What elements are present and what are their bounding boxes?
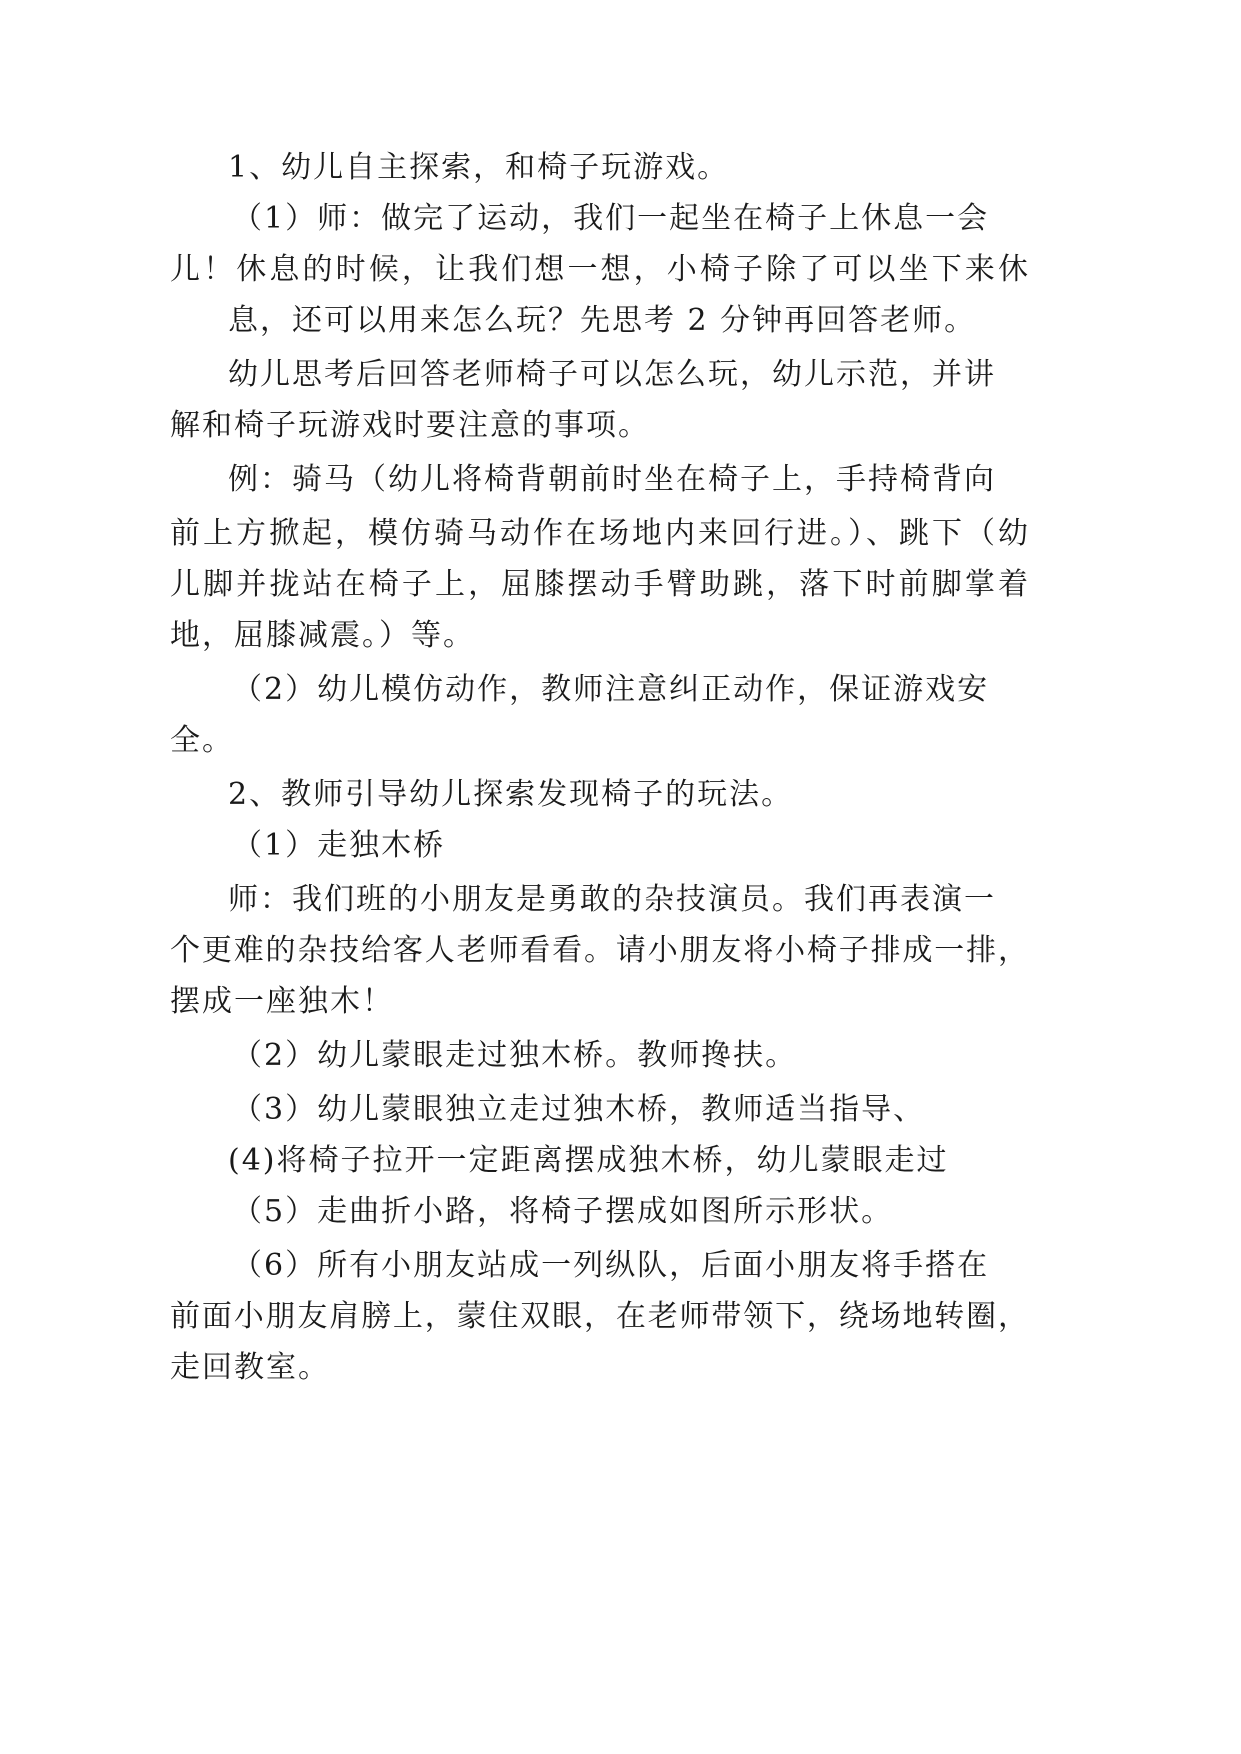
paragraph-line: 摆成一座独木！ [170,984,394,1019]
paragraph-line: 师：我们班的小朋友是勇敢的杂技演员。我们再表演一 [228,882,996,917]
paragraph-line: （2）幼儿模仿动作，教师注意纠正动作，保证游戏安 [232,672,990,707]
paragraph-line: 全。 [170,723,234,758]
paragraph-line: 前面小朋友肩膀上，蒙住双眼，在老师带领下，绕场地转圈， [170,1299,1028,1334]
paragraph-line: 幼儿思考后回答老师椅子可以怎么玩，幼儿示范，并讲 [228,357,996,392]
paragraph-line: （1）走独木桥 [232,828,446,863]
paragraph-line: 儿脚并拢站在椅子上，屈膝摆动手臂助跳，落下时前脚掌着 [170,567,1028,602]
paragraph-line: 解和椅子玩游戏时要注意的事项。 [170,408,650,443]
paragraph-line: 地，屈膝减震。）等。 [170,618,475,653]
paragraph-line: （5）走曲折小路，将椅子摆成如图所示形状。 [232,1194,894,1229]
paragraph-line: 例：骑马（幼儿将椅背朝前时坐在椅子上，手持椅背向 [228,462,996,497]
paragraph-line: (4)将椅子拉开一定距离摆成独木桥，幼儿蒙眼走过 [228,1143,949,1178]
paragraph-line: （3）幼儿蒙眼独立走过独木桥，教师适当指导、 [232,1092,926,1127]
paragraph-line: 1、幼儿自主探索，和椅子玩游戏。 [228,150,730,185]
paragraph-line: 前上方掀起，模仿骑马动作在场地内来回行进。）、跳下（幼 [170,516,1028,551]
paragraph-line: （6）所有小朋友站成一列纵队，后面小朋友将手搭在 [232,1248,990,1283]
paragraph-line: 个更难的杂技给客人老师看看。请小朋友将小椅子排成一排， [170,933,1028,968]
paragraph-line: （1）师：做完了运动，我们一起坐在椅子上休息一会 [232,201,990,236]
paragraph-line: 息，还可以用来怎么玩？先思考 2 分钟再回答老师。 [228,303,977,338]
paragraph-line: （2）幼儿蒙眼走过独木桥。教师搀扶。 [232,1038,798,1073]
paragraph-line: 2、教师引导幼儿探索发现椅子的玩法。 [228,777,794,812]
paragraph-line: 儿！休息的时候，让我们想一想，小椅子除了可以坐下来休 [170,252,1028,287]
paragraph-line: 走回教室。 [170,1350,330,1385]
